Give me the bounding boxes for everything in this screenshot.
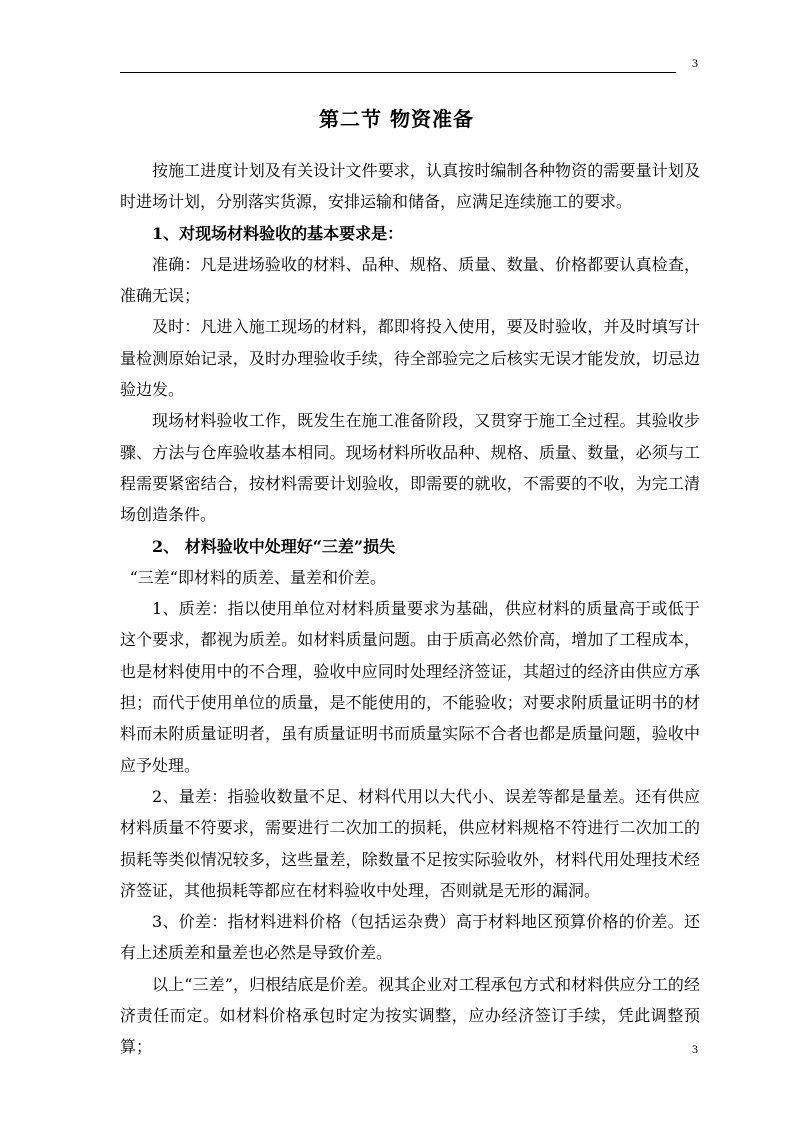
paragraph-site-acceptance: 现场材料验收工作，既发生在施工准备阶段，又贯穿于施工全过程。其验收步骤、方法与仓库验收基本相同。现场材料所收品种、规格、质量、数量，必须与工程需要紧密结合，按材料需要计划验收，即需要的就收，不需要的不收，为完工清场创造条件。	[120, 411, 700, 525]
paragraph-three-differences-def: “三差“即材料的质差、量差和价差。	[129, 567, 386, 587]
paragraph-summary: 以上“三差”，归根结底是价差。视其企业对工程承包方式和材料供应分工的经济责任而定。如材料价格承包时定为按实调整，应办经济签订手续，凭此调整预算；	[120, 974, 700, 1057]
paragraph-timeliness: 及时：凡进入施工现场的材料，都即将投入使用，要及时验收，并及时填写计量检测原始记录，及时办理验收手续，待全部验完之后核实无误才能发放，切忌边验边发。	[120, 317, 700, 400]
footer-page-number: 3	[692, 1042, 698, 1056]
header-rule	[120, 72, 676, 73]
paragraph-quantity-difference: 2、量差：指验收数量不足、材料代用以大代小、误差等都是量差。还有供应材料质量不符要求，需要进行二次加工的损耗，供应材料规格不符进行二次加工的损耗等类似情况较多，这些量差，除数量不足按实际验收外，材料代用处理技术经济签证，其他损耗等都应在材料验收中处理，否则就是无形的漏洞。	[120, 786, 700, 900]
paragraph-price-difference: 3、价差：指材料进料价格（包括运杂费）高于材料地区预算价格的价差。还有上述质差和量差也必然是导致价差。	[120, 912, 700, 963]
paragraph-quality-difference: 1、质差：指以使用单位对材料质量要求为基础，供应材料的质量高于或低于这个要求，都视为质差。如材料质量问题。由于质高必然价高，增加了工程成本，也是材料使用中的不合理，验收中应同时处理经济签证，其超过的经济由供应方承担；而代于使用单位的质量，是不能使用的，不能验收；对要求附质量证明书的材料而未附质量证明者，虽有质量证明书而质量实际不合者也都是质量问题，验收中应予处理。	[120, 599, 700, 775]
paragraph-accuracy: 准确：凡是进场验收的材料、品种、规格、质量、数量、价格都要认真检查，准确无误；	[120, 254, 700, 306]
heading-acceptance-requirements: 1、对现场材料验收的基本要求是：	[152, 223, 404, 243]
section-title: 第二节 物资准备	[319, 107, 474, 131]
heading-three-differences: 2、 材料验收中处理好“三差”损失	[152, 536, 396, 556]
paragraph-intro: 按施工进度计划及有关设计文件要求，认真按时编制各种物资的需要量计划及时进场计划，分别落实货源，安排运输和储备，应满足连续施工的要求。	[120, 161, 700, 212]
header-page-number: 3	[692, 56, 698, 70]
body-text	[120, 155, 700, 1063]
